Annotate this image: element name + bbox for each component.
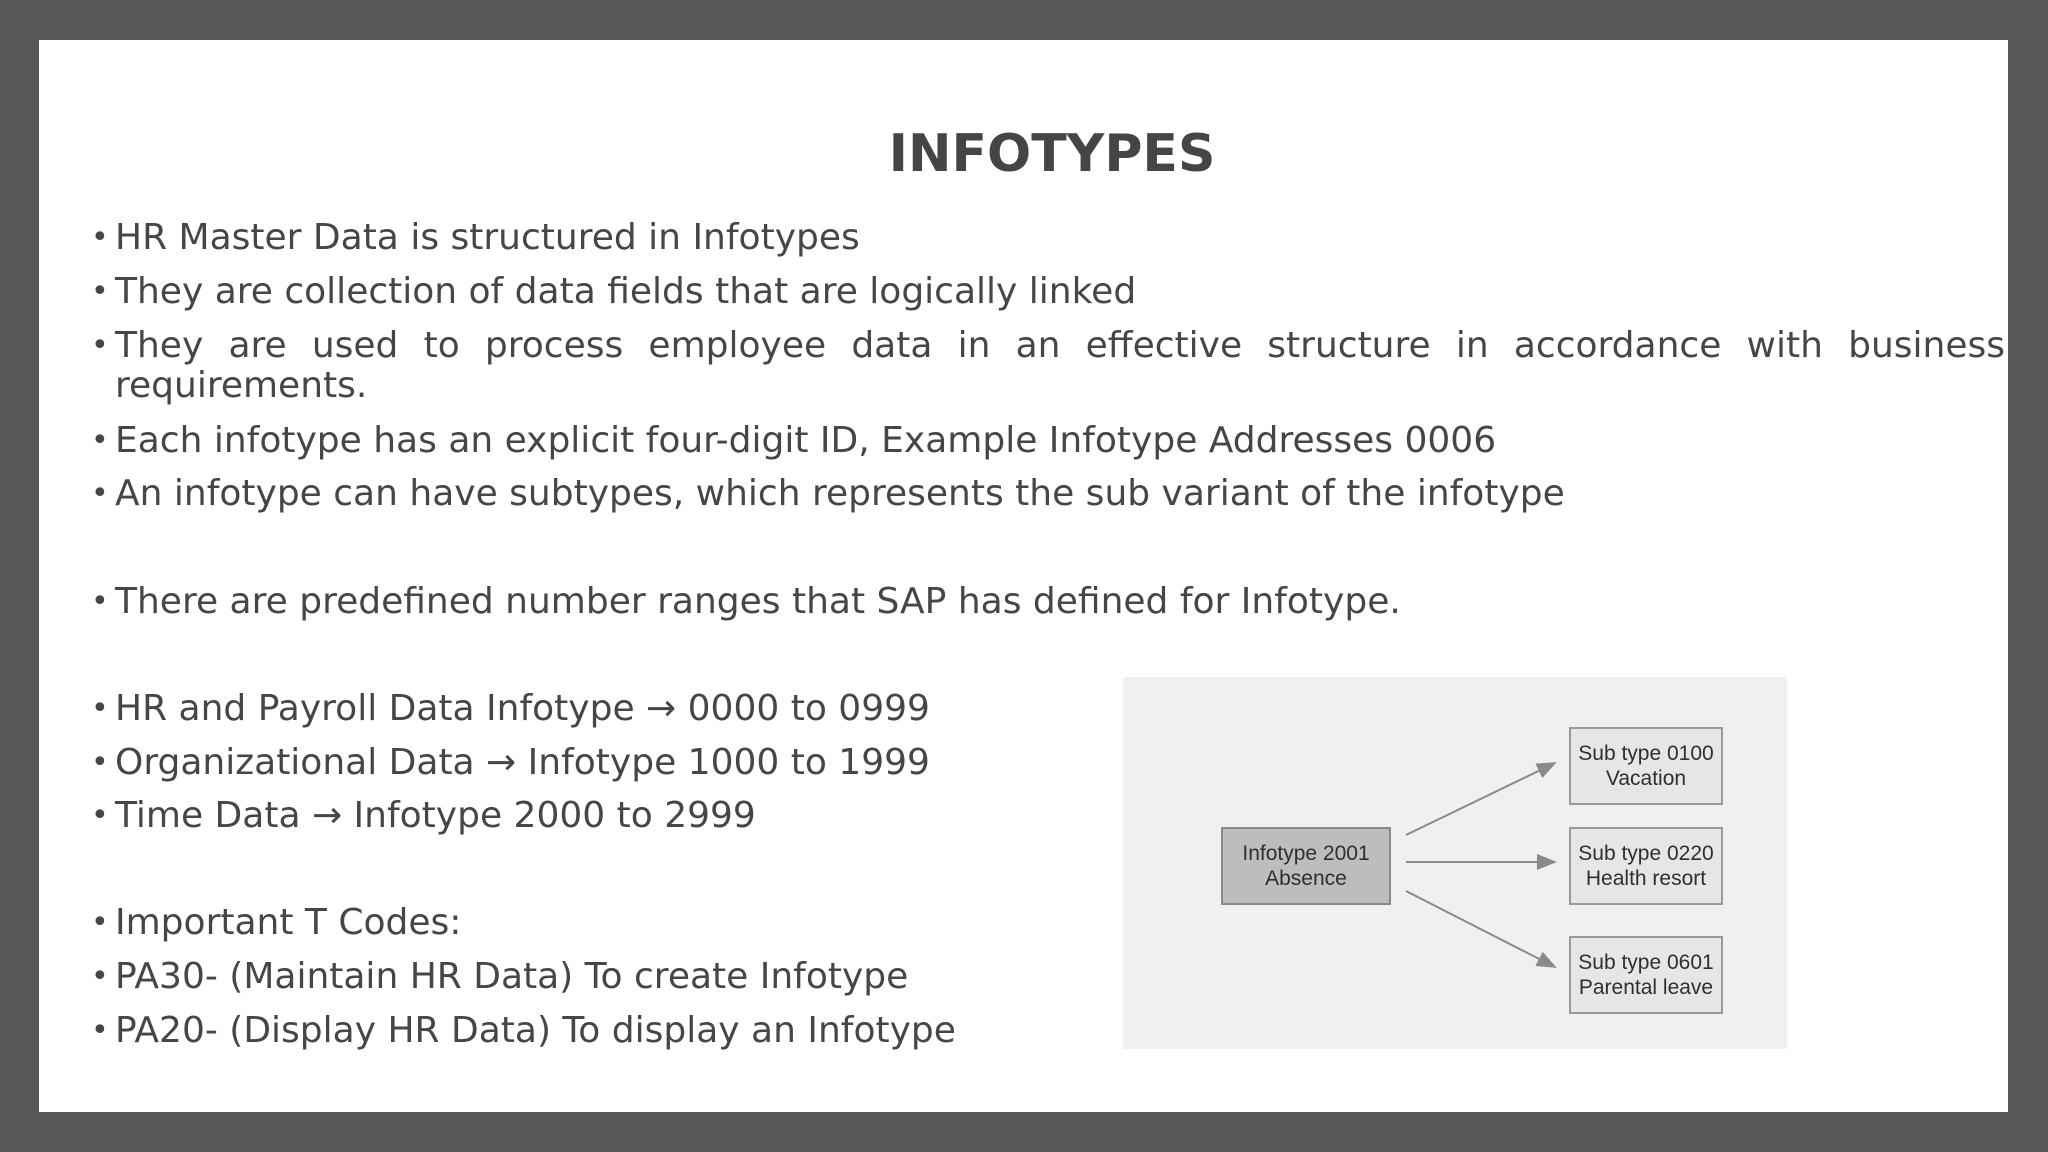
bullet-icon: •: [91, 328, 109, 363]
box-line: Sub type 0220: [1578, 842, 1714, 865]
bullet-item: [91, 325, 2005, 406]
bullet-item: [91, 581, 2005, 622]
infotype-2001-box: [1221, 827, 1391, 905]
bullet-text: PA20- (Display HR Data) To display an Infotype: [115, 1010, 956, 1051]
bullet-icon: •: [91, 274, 109, 309]
slide: [39, 40, 2008, 1112]
box-line: Vacation: [1605, 767, 1687, 790]
slide-title: INFOTYPES: [888, 124, 1216, 184]
bullet-item: [91, 271, 2005, 312]
bullet-text: HR Master Data is structured in Infotypes: [115, 217, 860, 258]
bullet-text: An infotype can have subtypes, which represents the sub variant of the infotype: [115, 473, 1565, 514]
bullet-icon: •: [91, 691, 109, 726]
bullet-text: Organizational Data → Infotype 1000 to 1999: [115, 742, 930, 783]
bullet-icon: •: [91, 1013, 109, 1048]
box-line: Absence: [1265, 867, 1347, 890]
box-line: Sub type 0601: [1578, 951, 1714, 974]
bullet-text: Time Data → Infotype 2000 to 2999: [115, 795, 756, 836]
box-line: Parental leave: [1578, 976, 1714, 999]
infotype-diagram: [1123, 677, 1787, 1049]
bullet-item: [91, 420, 2005, 461]
bullet-icon: •: [91, 220, 109, 255]
bullet-icon: •: [91, 959, 109, 994]
box-line: Infotype 2001: [1242, 842, 1370, 865]
bullet-icon: •: [91, 476, 109, 511]
bullet-text: They are collection of data fields that are logically linked: [115, 271, 1137, 312]
bullet-text: There are predefined number ranges that SAP has defined for Infotype.: [115, 581, 1401, 622]
bullet-text: PA30- (Maintain HR Data) To create Infotype: [115, 956, 909, 997]
bullet-icon: •: [91, 798, 109, 833]
bullet-icon: •: [91, 905, 109, 940]
bullet-icon: •: [91, 584, 109, 619]
box-line: Health resort: [1585, 867, 1707, 890]
subtype-0100-box: [1569, 727, 1723, 805]
subtype-0601-box: [1569, 936, 1723, 1014]
bullet-text: Each infotype has an explicit four-digit ID, Example Infotype Addresses 0006: [115, 420, 1497, 461]
arrow-to-subtype-0100: [1406, 763, 1555, 835]
bullet-item: [91, 473, 2005, 514]
subtype-0220-box: [1569, 827, 1723, 905]
bullet-text: HR and Payroll Data Infotype → 0000 to 0999: [115, 688, 930, 729]
arrow-to-subtype-0601: [1406, 891, 1555, 967]
box-line: Sub type 0100: [1578, 742, 1714, 765]
bullet-text: They are used to process employee data in an effective structure in accordance with business requirements.: [115, 325, 2005, 406]
bullet-item: [91, 217, 2005, 258]
bullet-text: Important T Codes:: [115, 902, 462, 943]
bullet-icon: •: [91, 745, 109, 780]
bullet-icon: •: [91, 423, 109, 458]
